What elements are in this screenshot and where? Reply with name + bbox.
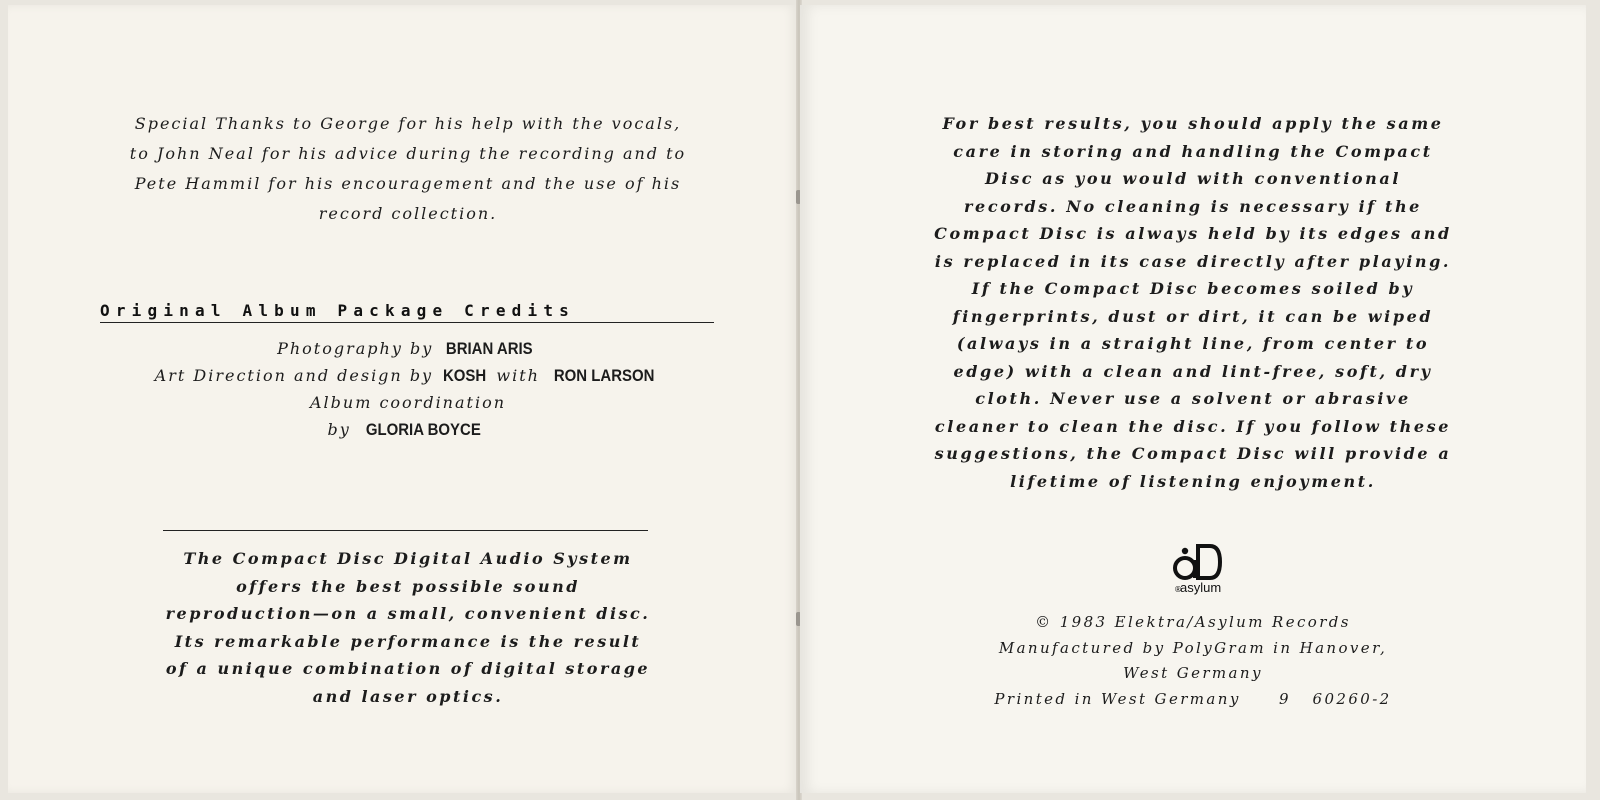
thanks-line: Pete Hammil for his encouragement and the use of his — [134, 174, 682, 193]
cd-text-line: The Compact Disc Digital Audio System — [183, 549, 633, 568]
care-line: If the Compact Disc becomes soiled by — [971, 279, 1415, 298]
art-direction-label: Art Direction and design by — [154, 366, 434, 385]
credits-title: Original Album Package Credits — [100, 301, 714, 323]
catalog-number: 9 60260-2 — [1279, 689, 1392, 708]
copyright-line: © 1983 Elektra/Asylum Records — [1035, 613, 1351, 631]
care-line: cloth. Never use a solvent or abrasive — [975, 389, 1411, 408]
printed-line — [860, 687, 1526, 713]
copyright-line: West Germany — [1123, 664, 1263, 682]
care-line: care in storing and handling the Compact — [953, 141, 1433, 161]
care-line: records. No cleaning is necessary if the — [964, 196, 1422, 216]
care-line: is replaced in its case directly after playing. — [934, 251, 1452, 271]
photographer-name: BRIAN ARIS — [446, 339, 533, 358]
care-line: lifetime of listening enjoyment. — [1010, 471, 1376, 491]
care-line: suggestions, the Compact Disc will provide a — [934, 444, 1452, 463]
right-page — [800, 5, 1586, 793]
copyright-line: Manufactured by PolyGram in Hanover, — [998, 638, 1388, 657]
photography-label: Photography by — [277, 339, 434, 358]
cd-text-line: offers the best possible sound — [236, 576, 580, 596]
art-director-name: KOSH — [443, 366, 487, 385]
care-line: edge) with a clean and lint-free, soft, dry — [953, 361, 1433, 381]
care-line: fingerprints, dust or dirt, it can be wiped — [952, 306, 1434, 326]
copyright-block — [860, 610, 1526, 712]
co-designer-name: RON LARSON — [553, 366, 655, 385]
special-thanks — [63, 109, 753, 229]
care-instructions — [810, 110, 1576, 495]
thanks-line: record collection. — [318, 204, 498, 223]
care-line: For best results, you should apply the same — [942, 114, 1444, 133]
photography-credit — [88, 335, 728, 362]
thanks-line: to John Neal for his advice during the recording and to — [129, 144, 687, 163]
cd-text-line: Its remarkable performance is the result — [174, 631, 642, 651]
logo-wordmark: asylum — [1180, 580, 1222, 595]
divider-rule — [163, 530, 648, 531]
album-credits — [88, 335, 728, 443]
left-page — [8, 5, 798, 793]
care-line: (always in a straight line, from center to — [956, 334, 1430, 353]
coordinator-name: GLORIA BOYCE — [365, 420, 481, 439]
svg-text:®: ® — [1174, 585, 1182, 594]
asylum-logo-icon — [1168, 540, 1228, 606]
care-line: Compact Disc is always held by its edges and — [934, 224, 1452, 243]
cd-text-line: reproduction—on a small, convenient disc. — [165, 604, 651, 623]
art-with-label: with — [496, 366, 540, 385]
cd-text-line: of a unique combination of digital storage — [165, 659, 651, 678]
coordination-by: by — [327, 420, 351, 439]
cd-system-description — [108, 545, 708, 710]
care-line: Disc as you would with conventional — [984, 169, 1402, 188]
coordination-label: Album coordination — [309, 393, 507, 412]
coordination-credit — [88, 416, 728, 443]
art-direction-credit — [88, 362, 728, 389]
printed-label: Printed in West Germany — [994, 689, 1241, 708]
thanks-line: Special Thanks to George for his help with the vocals, — [134, 114, 682, 133]
cd-text-line: and laser optics. — [312, 686, 504, 706]
care-line: cleaner to clean the disc. If you follow these — [934, 416, 1452, 436]
